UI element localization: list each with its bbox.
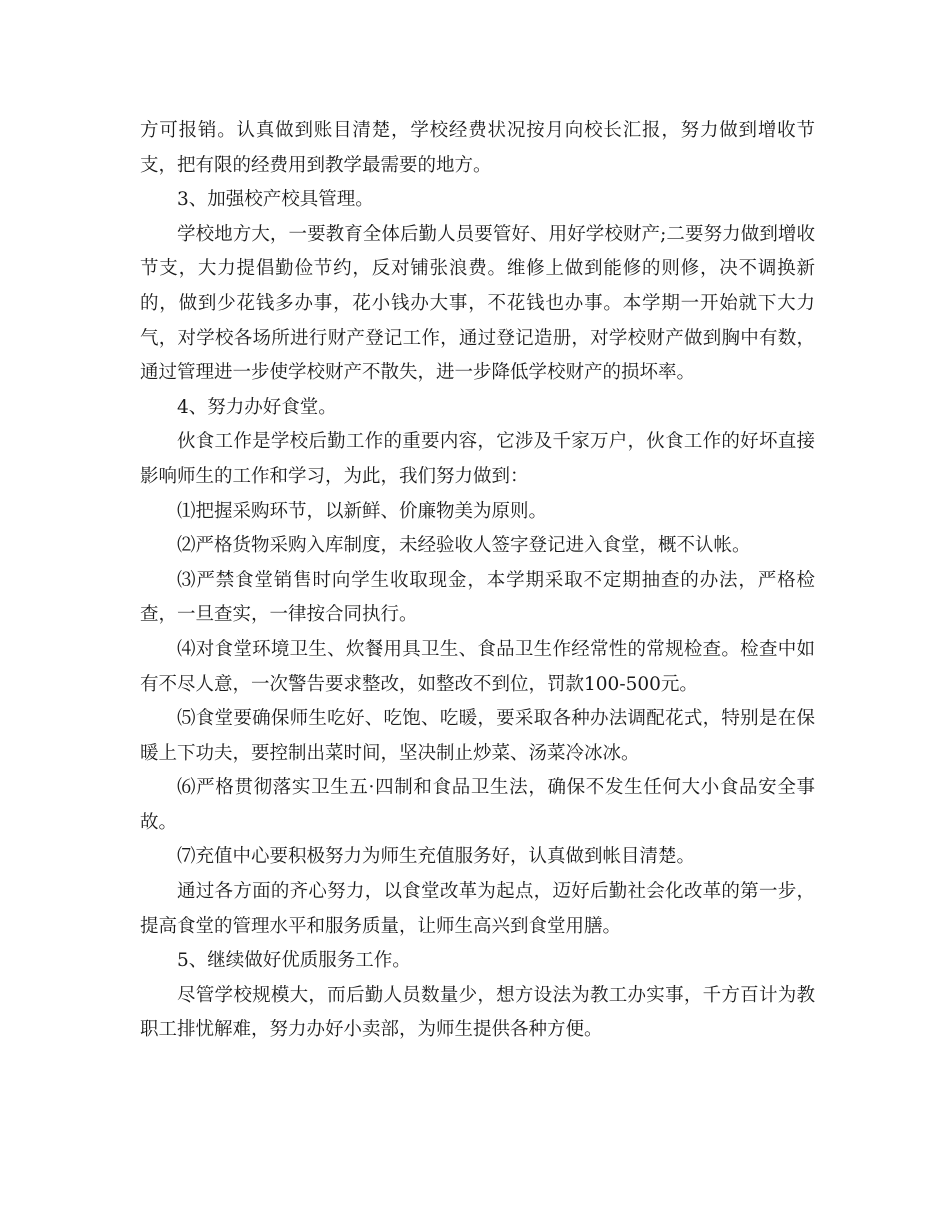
paragraph-1: 方可报销。认真做到账目清楚，学校经费状况按月向校长汇报，努力做到增收节支，把有限的经费用到教学最需要的地方。	[140, 120, 815, 176]
paragraph-14: 5、继续做好优质服务工作。	[177, 950, 411, 972]
paragraph-5: 伙食工作是学校后勤工作的重要内容，它涉及千家万户，伙食工作的好坏直接影响师生的工作和学习，为此，我们努力做到：	[140, 431, 815, 487]
paragraph-10: ⑸食堂要确保师生吃好、吃饱、吃暖，要采取各种办法调配花式，特别是在保暖上下功夫，要控制出菜时间，坚决制止炒菜、汤菜冷冰冰。	[140, 708, 815, 764]
paragraph-15: 尽管学校规模大，而后勤人员数量少，想方设法为教工办实事，千方百计为教职工排忧解难，努力办好小卖部，为师生提供各种方便。	[140, 984, 815, 1041]
paragraph-2: 3、加强校产校具管理。	[177, 189, 374, 211]
paragraph-11: ⑹严格贯彻落实卫生五·四制和食品卫生法，确保不发生任何大小食品安全事故。	[140, 777, 815, 833]
paragraph-7: ⑵严格货物采购入库制度，未经验收人签字登记进入食堂，概不认帐。	[177, 535, 751, 557]
paragraph-12: ⑺充值中心要积极努力为师生充值服务好，认真做到帐目清楚。	[177, 846, 696, 868]
paragraph-4: 4、努力办好食堂。	[177, 396, 337, 418]
document-body	[140, 114, 815, 1048]
paragraph-13: 通过各方面的齐心努力，以食堂改革为起点，迈好后勤社会化改革的第一步，提高食堂的管理水平和服务质量，让师生高兴到食堂用膳。	[140, 881, 815, 937]
paragraph-6: ⑴把握采购环节，以新鲜、价廉物美为原则。	[177, 500, 548, 522]
paragraph-3: 学校地方大，一要教育全体后勤人员要管好、用好学校财产;二要努力做到增收节支，大力提倡勤俭节约，反对铺张浪费。维修上做到能修的则修，决不调换新的，做到少花钱多办事，花小钱办大事，不花钱也办事。本学期一开始就下大力气，对学校各场所进行财产登记工作，通过登记造册，对学校财产做到胸中有数，通过管理进一步使学校财产不散失，进一步降低学校财产的损坏率。	[140, 223, 815, 384]
paragraph-9: ⑷对食堂环境卫生、炊餐用具卫生、食品卫生作经常性的常规检查。检查中如有不尽人意，一次警告要求整改，如整改不到位，罚款100-500元。	[140, 638, 815, 695]
paragraph-8: ⑶严禁食堂销售时向学生收取现金，本学期采取不定期抽查的办法，严格检查，一旦查实，一律按合同执行。	[140, 569, 815, 626]
